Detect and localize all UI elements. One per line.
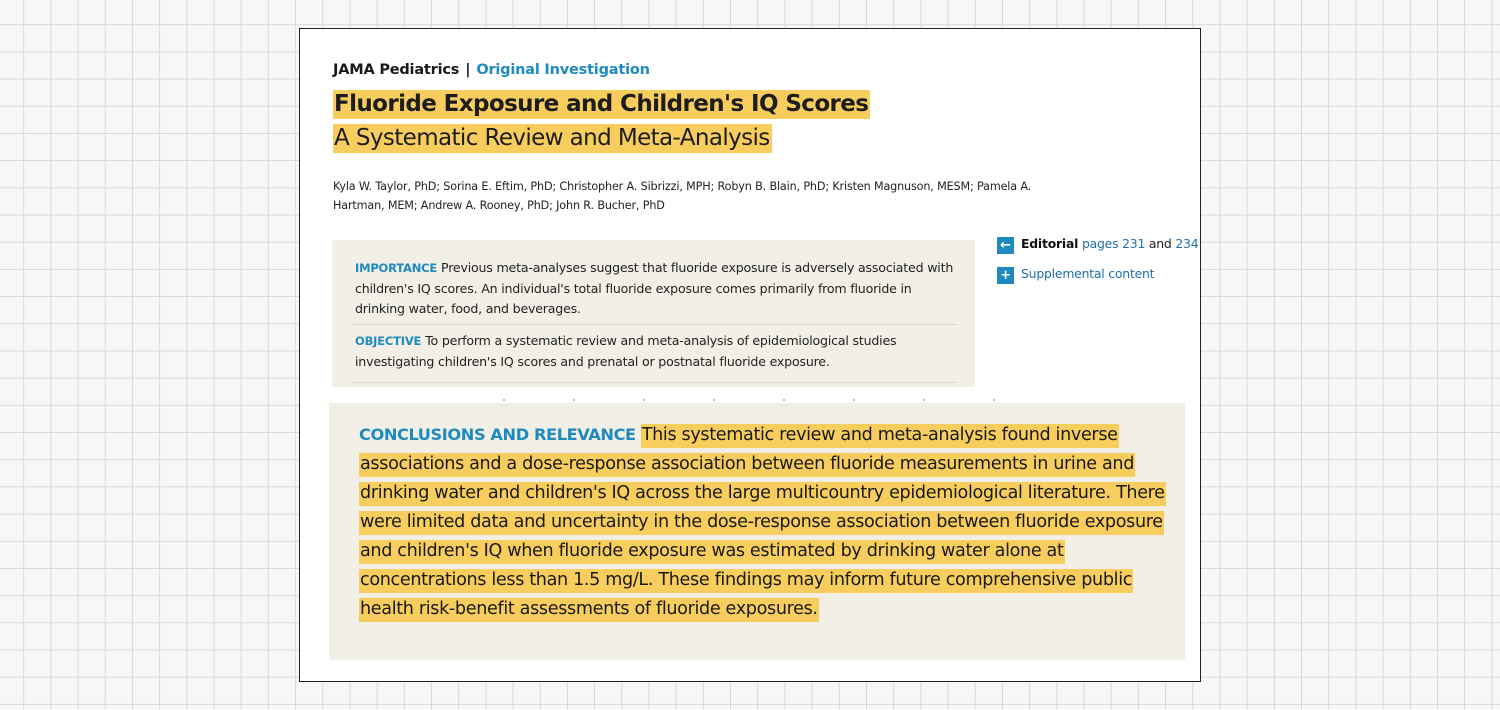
- plus-icon: +: [997, 267, 1014, 284]
- abstract-importance: [355, 258, 957, 320]
- editorial-text: [1021, 236, 1198, 251]
- editorial-pages-link[interactable]: pages 231: [1081, 236, 1146, 251]
- abstract-objective: [355, 331, 957, 372]
- importance-text: Previous meta-analyses suggest that fluoride exposure is adversely associated with children's IQ scores. An individual's total fluoride exposure comes primarily from fluoride in drinking water, food, and beverages.: [355, 260, 954, 316]
- conclusions-text: This systematic review and meta-analysis found inverse associations and a dose-response association between fluoride measurements in urine and drinking water and children's IQ across the large multicountry epidemiological literature. There were limited data and uncertainty in the dose-response association between fluoride exposure and children's IQ when fluoride exposure was estimated by drinking water alone at concentrations less than 1.5 mg/L. These findings may inform future comprehensive public health risk-benefit assessments of fluoride exposures.: [359, 424, 1166, 622]
- arrow-left-icon: ←: [997, 237, 1014, 254]
- article-type: Original Investigation: [476, 62, 650, 78]
- supplemental-content-link[interactable]: Supplemental content: [1021, 266, 1155, 281]
- conclusions-heading: CONCLUSIONS AND RELEVANCE: [359, 425, 636, 444]
- cropped-text-fragment: [469, 395, 1029, 405]
- title-line-1: Fluoride Exposure and Children's IQ Scores: [334, 91, 869, 117]
- conclusion-zoom-panel: [329, 403, 1185, 660]
- title-line-2: A Systematic Review and Meta-Analysis: [334, 125, 770, 151]
- objective-heading: OBJECTIVE: [355, 334, 422, 348]
- editorial-and: and: [1148, 236, 1172, 251]
- conclusions-paragraph: [359, 420, 1171, 624]
- author-list: Kyla W. Taylor, PhD; Sorina E. Eftim, PhD; Christopher A. Sibrizzi, MPH; Robyn B. Blain, PhD; Kristen Magnuson, MESM; Pamela A. Hartman, MEM; Andrew A. Rooney, PhD; John R. Bucher, PhD: [333, 180, 1032, 212]
- objective-text: To perform a systematic review and meta-analysis of epidemiological studies investigating children's IQ scores and prenatal or postnatal fluoride exposure.: [355, 333, 897, 369]
- article-title: [333, 91, 870, 117]
- journal-header: [333, 62, 650, 78]
- importance-heading: IMPORTANCE: [355, 261, 438, 275]
- supplemental-text: [1021, 266, 1154, 281]
- editorial-page2-link[interactable]: 234: [1175, 236, 1199, 251]
- abstract-panel: [332, 240, 975, 387]
- article-subtitle: [333, 125, 772, 151]
- journal-name: JAMA Pediatrics: [333, 62, 460, 78]
- abstract-divider: [352, 382, 957, 383]
- editorial-label: Editorial: [1021, 236, 1079, 251]
- header-separator: |: [465, 62, 471, 78]
- abstract-divider: [352, 324, 957, 325]
